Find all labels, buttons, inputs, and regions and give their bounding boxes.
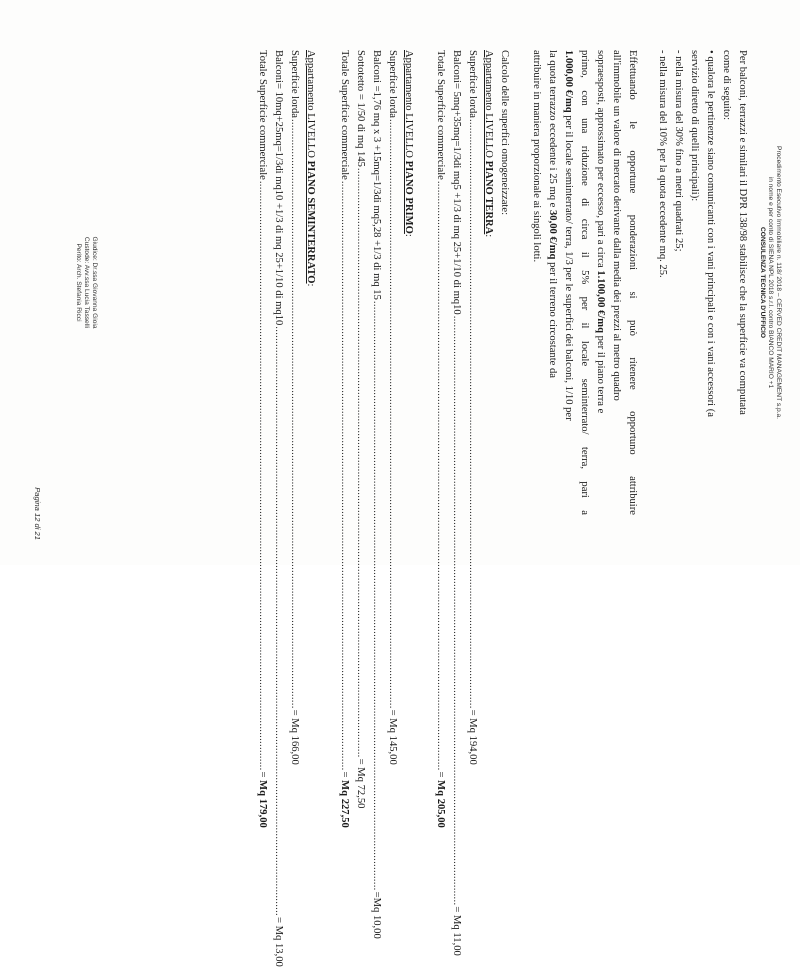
intro-dash-2: - nella misura del 10% per la quota eccedente mq. 25.	[657, 50, 668, 278]
valuation-line-7: attribuire in maniera proporzionale ai singoli lotti.	[531, 50, 542, 263]
ground-floor-row-unit: =	[435, 771, 446, 781]
first-floor-row-unit: = Mq	[387, 709, 398, 736]
valuation-line-2: all'immobile un valore di mercato derivante dalla media dei prezzi al metro quadro	[611, 50, 622, 401]
valuation-line-4-word: circa	[579, 218, 590, 240]
valuation-line-4-word: per	[579, 296, 590, 311]
ground-floor-row-unit: = Mq	[451, 906, 462, 933]
header-line-1: Procedimento Esecutivo Immobiliare n. 118/ 2018 – CERVED CREDIT MANAGEMENT s.p.a.	[775, 146, 782, 419]
first-floor-row-value: 10,00	[371, 914, 382, 939]
valuation-line-1-word: può	[627, 320, 638, 336]
valuation-line-4-word: con	[579, 90, 590, 106]
ground-floor-row-label: Totale Superficie commerciale	[435, 50, 446, 180]
ground-floor-title: Appartamento LIVELLO PIANO TERRA:	[483, 50, 494, 238]
ground-floor-row-value: 194,00	[467, 735, 478, 765]
first-floor-row-label: Totale Superficie commerciale	[339, 50, 350, 180]
basement-row-unit: = Mq	[289, 709, 300, 736]
basement-row	[272, 50, 284, 967]
basement-row-value: 166,00	[289, 735, 300, 765]
ground-floor-row	[434, 50, 446, 828]
intro-bullet-1-cont: servizio diretto di quelli principali):	[689, 50, 700, 202]
valuation-line-4-word: riduzione	[579, 145, 590, 186]
basement-row-label: Superficie lorda	[289, 50, 300, 118]
valuation-line-4-word: a	[579, 510, 590, 515]
intro-line-2: come di seguito:	[721, 50, 732, 121]
basement-row-unit: = Mq	[273, 916, 284, 943]
valuation-line-4-word: seminterrato/	[579, 378, 590, 435]
valuation-line-4-word: una	[579, 118, 590, 134]
basement-row-value: Mq 179,00	[257, 780, 268, 828]
first-floor-row-leader: ........................................................................................................................................................................................................	[387, 118, 398, 709]
basement-row-label: Totale Superficie commerciale	[257, 50, 268, 180]
basement-row-leader: ........................................................................................................................................................................................................	[273, 326, 284, 916]
ground-floor-row-value: Mq 205,00	[435, 780, 446, 828]
intro-dash-1: - nella misura del 30% fino a metri quadrati 25;	[673, 50, 684, 252]
first-floor-row-label: Superficie lorda	[387, 50, 398, 118]
valuation-line-4-word: primo,	[579, 50, 590, 78]
first-floor-row-value: 145,00	[387, 735, 398, 765]
footer-expert: Perito: Arch. Stefania Ricci	[75, 243, 82, 322]
first-floor-row-leader: ........................................................................................................................................................................................................	[355, 167, 366, 758]
valuation-line-4-word: locale	[579, 340, 590, 367]
basement-row	[288, 50, 300, 765]
page-number: Pagina 12 di 21	[33, 487, 42, 540]
first-floor-row-unit: =Mq	[371, 891, 382, 915]
footer-custodian: Custode: Avv.ssa Lucia Tasselli	[83, 236, 90, 329]
first-floor-title: Appartamento LIVELLO PIANO PRIMO:	[403, 50, 414, 237]
ground-floor-row-leader: ........................................................................................................................................................................................................	[451, 315, 462, 906]
valuation-line-6: la quota terrazzo eccedente i 25 mq e 30,00 €/mq per il terreno circostante da	[547, 50, 558, 378]
valuation-line-1-word: opportune	[627, 150, 638, 194]
first-floor-row	[354, 50, 366, 809]
first-floor-row	[386, 50, 398, 765]
valuation-line-4-word: terra,	[579, 446, 590, 469]
first-floor-row-label: Balconi =1,76 mq x 3 +15mq=1/3di mq5,28 +1/3 di mq 15	[371, 50, 382, 300]
first-floor-row-value: 72,50	[355, 784, 366, 809]
basement-title: Appartamento LIVELLO PIANO SEMINTERRATO:	[305, 50, 316, 287]
valuation-line-1-word: Effettuando	[627, 50, 638, 100]
valuation-line-4-word: 5%	[579, 270, 590, 285]
ground-floor-row	[466, 50, 478, 765]
basement-row-unit: =	[257, 771, 268, 781]
ground-floor-row-value: 11,00	[451, 932, 462, 956]
valuation-line-1-word: si	[627, 291, 638, 299]
first-floor-row	[338, 50, 350, 828]
first-floor-row-leader: ........................................................................................................................................................................................................	[371, 300, 382, 891]
valuation-line-1-word: opportuno	[627, 411, 638, 455]
basement-row	[256, 50, 268, 828]
basement-row-leader: ........................................................................................................................................................................................................	[257, 180, 268, 771]
ground-floor-row-unit: = Mq	[467, 709, 478, 736]
valuation-line-4	[578, 50, 590, 515]
valuation-line-1-word: ponderazioni	[627, 214, 638, 271]
ground-floor-row-leader: ........................................................................................................................................................................................................	[435, 180, 446, 771]
valuation-line-4-word: di	[579, 198, 590, 207]
valuation-line-3: sopraesposti, approssimato per eccesso, pari a circa 1.100,00 €/mq per il piano terra e	[595, 50, 606, 414]
intro-bullet-1: • qualora le pertinenze siano comunicanti con i vani principali e con i vani accessori (a	[705, 50, 716, 417]
basement-row-leader: ........................................................................................................................................................................................................	[289, 118, 300, 709]
valuation-line-1-word: ritenere	[627, 357, 638, 390]
basement-row-label: Balconi= 10mq+25mq=1/3di mq10 +1/3 di mq 25+1/10 di mq10	[273, 50, 284, 326]
valuation-line-1	[626, 50, 638, 515]
valuation-line-1-word: le	[627, 121, 638, 129]
footer-judge: Giudice: Dr.ssa Giovanna Gioia	[91, 236, 98, 329]
ground-floor-row	[450, 50, 462, 956]
ground-floor-row-label: Balconi= 5mq+35mq=1/3di mq5 +1/3 di mq 25+1/10 di mq10	[451, 50, 462, 315]
header-line-3: CONSULENZA TECNICA D'UFFICIO	[759, 227, 766, 338]
first-floor-row-unit: =	[339, 771, 350, 781]
ground-floor-row-leader: ........................................................................................................................................................................................................	[467, 118, 478, 709]
intro-line-1: Per balconi, terrazzi e similari il DPR 138/98 stabilisce che la superficie va computata	[737, 50, 748, 415]
header-line-2: in nome e per conto di SIENA NPL 2018 s.r.l. contro BIANCO MARIO +1	[767, 176, 774, 389]
first-floor-row-unit: = Mq	[355, 758, 366, 785]
valuation-line-4-word: il	[579, 251, 590, 258]
valuation-line-4-word: pari	[579, 481, 590, 498]
valuation-line-5: 1.000,00 €/mq per il locale seminterrato/ terra, 1/3 per le superfici dei balconi, 1/10 per	[563, 50, 574, 421]
first-floor-row	[370, 50, 382, 939]
valuation-line-1-word: attribuire	[627, 476, 638, 515]
valuation-line-4-word: il	[579, 322, 590, 329]
first-floor-row-leader: ........................................................................................................................................................................................................	[339, 180, 350, 771]
calc-title: Calcolo delle superfici omogeneizzate:	[499, 50, 510, 216]
ground-floor-row-label: Superficie lorda	[467, 50, 478, 118]
first-floor-row-value: Mq 227,50	[339, 780, 350, 828]
basement-row-value: 13,00	[273, 942, 284, 967]
first-floor-row-label: Sottotetto = 1/50 di mq 145	[355, 50, 366, 167]
